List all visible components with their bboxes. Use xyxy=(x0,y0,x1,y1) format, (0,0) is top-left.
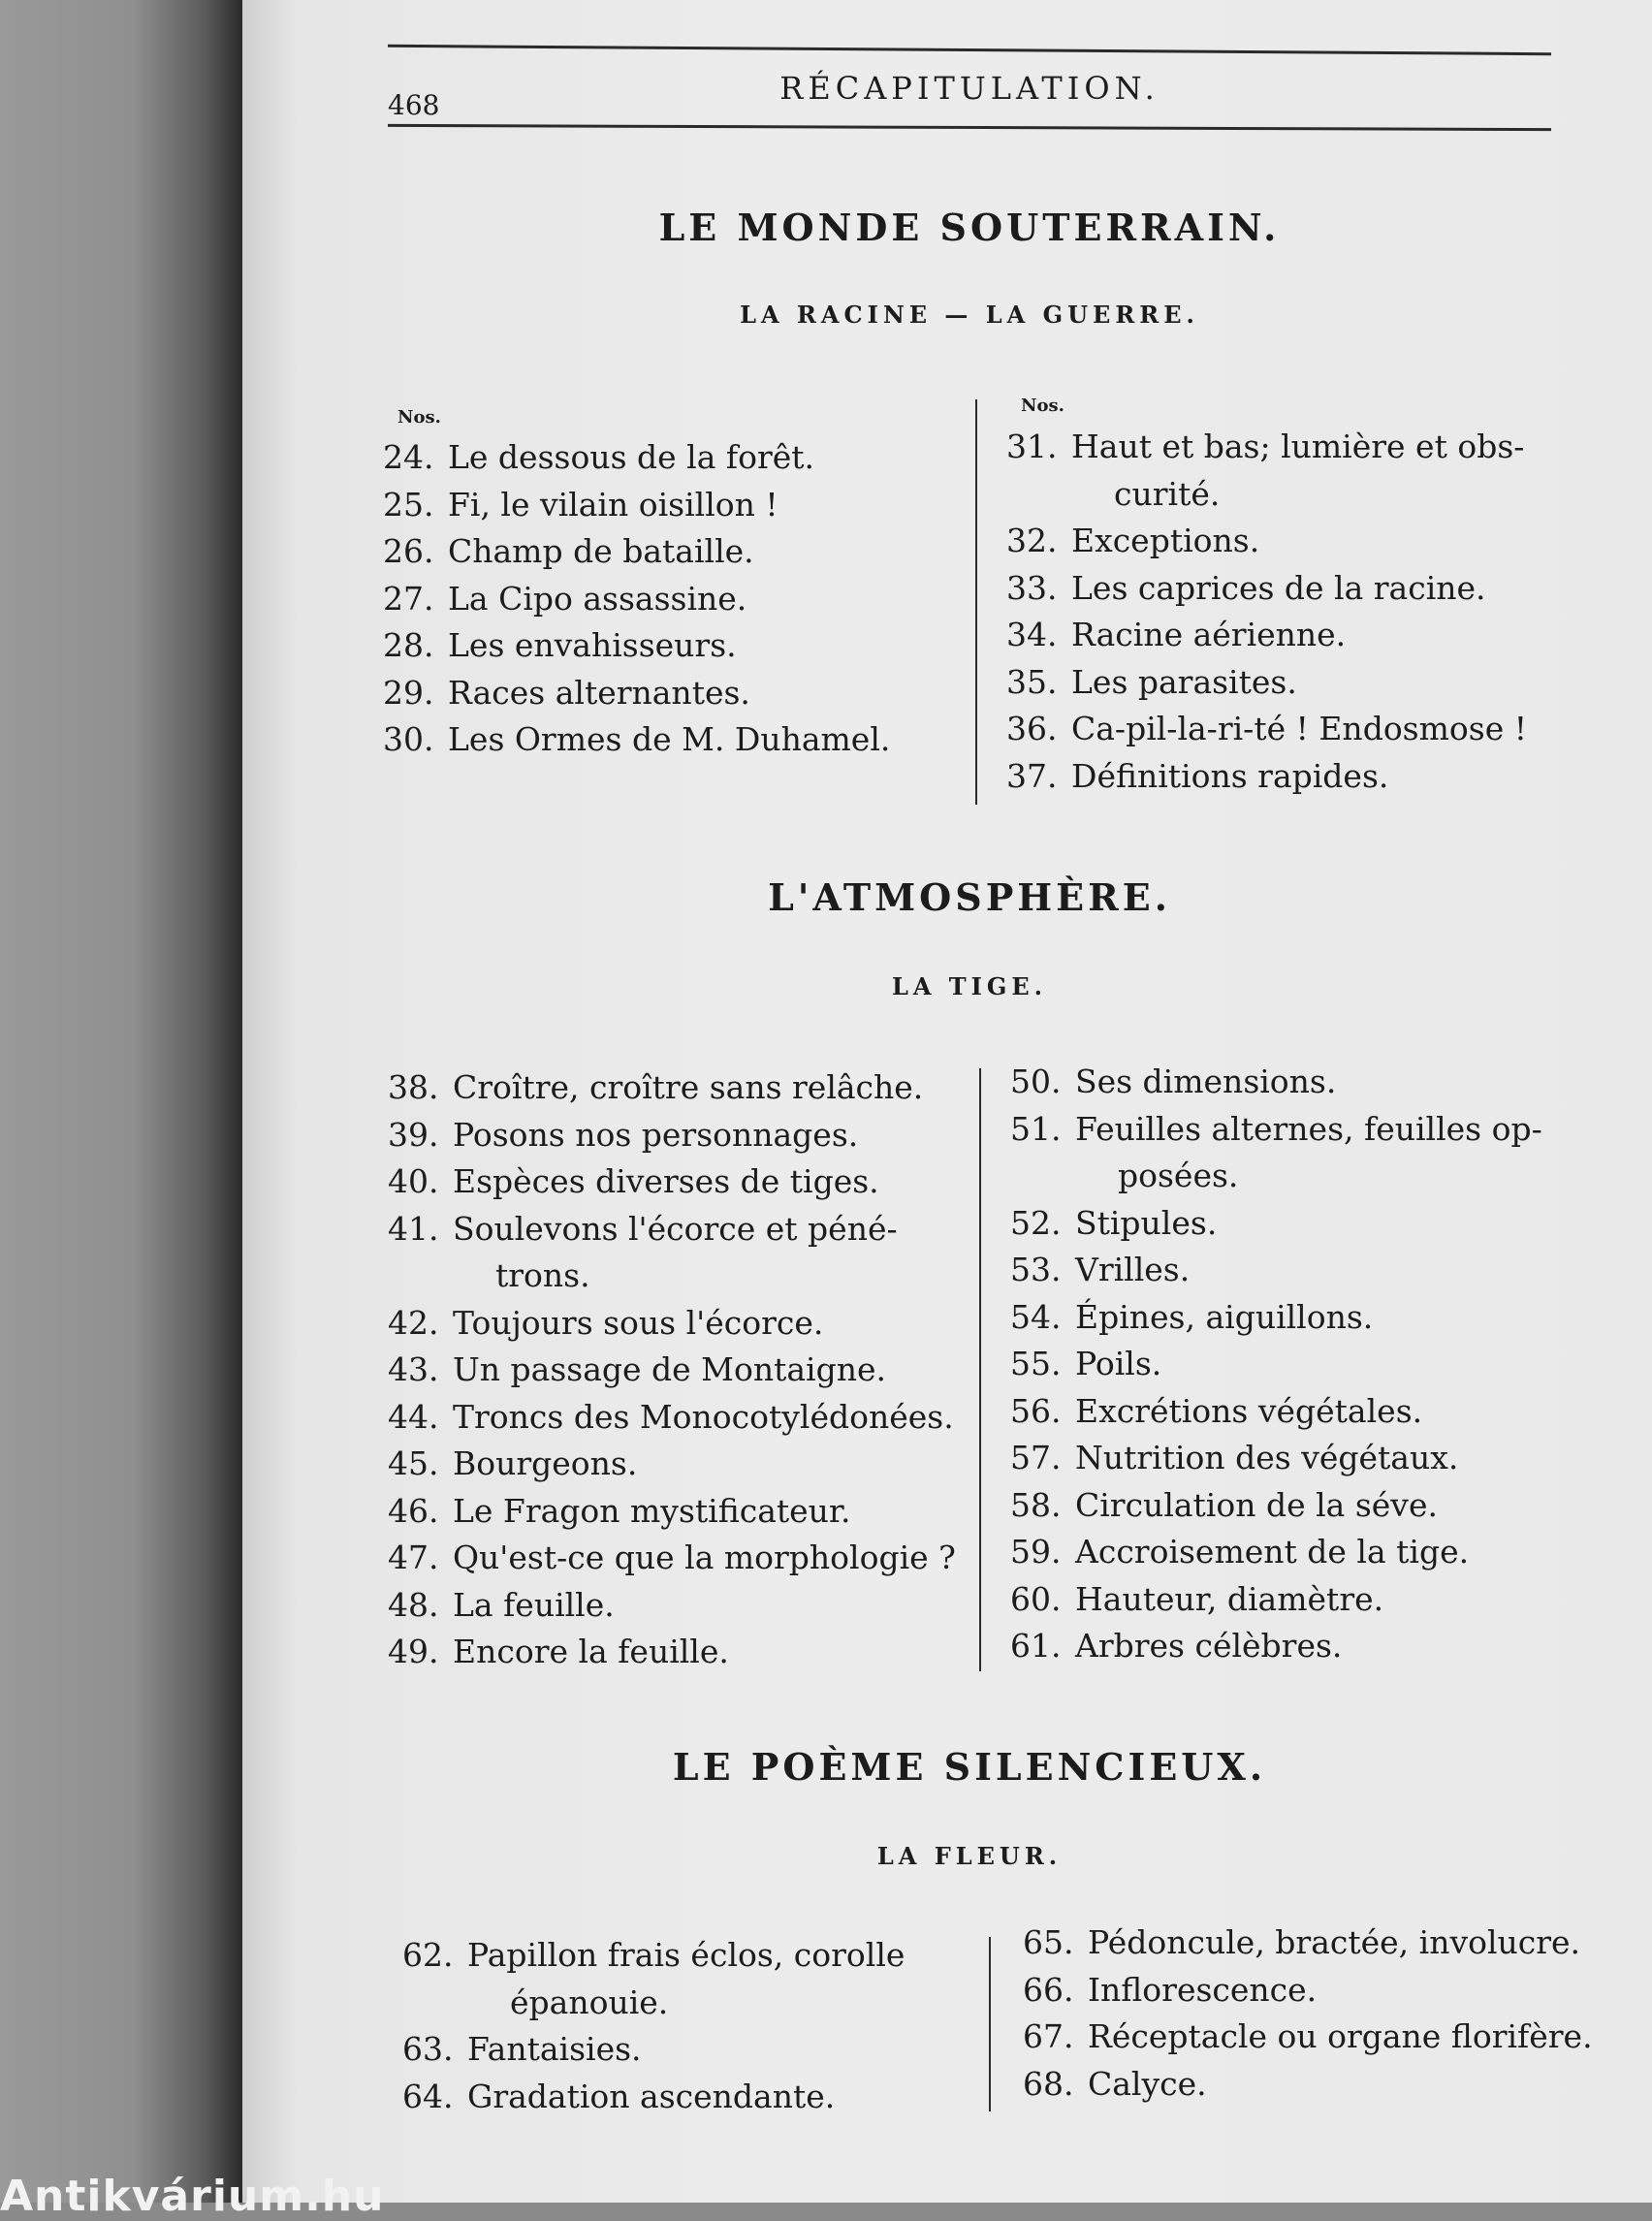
toc-entry xyxy=(1010,1059,1592,1106)
entry-number: 60. xyxy=(1010,1579,1062,1618)
toc-column-right xyxy=(1006,424,1588,800)
entry-title-text: Fi, le vilain oisillon ! xyxy=(448,485,778,524)
toc-entry xyxy=(1010,1247,1592,1294)
toc-entry xyxy=(1006,753,1588,801)
entry-title-text: Les caprices de la racine. xyxy=(1071,568,1486,607)
entry-number: 61. xyxy=(1010,1627,1062,1665)
toc-entry xyxy=(1006,565,1588,613)
entry-number: 59. xyxy=(1010,1533,1062,1571)
toc-entry xyxy=(388,1300,969,1348)
entry-title-text: Croître, croître sans relâche. xyxy=(453,1068,924,1106)
toc-entry xyxy=(402,2026,974,2074)
entry-title-text: La feuille. xyxy=(453,1585,615,1624)
entry-number: 25. xyxy=(383,485,434,524)
entry-title xyxy=(1088,1967,1604,2015)
entry-title xyxy=(453,1347,969,1394)
entry-number: 26. xyxy=(383,532,434,570)
watermark-text: Antikvárium.hu xyxy=(0,2172,385,2221)
entry-title xyxy=(467,1932,974,2026)
entry-number: 65. xyxy=(1023,1923,1074,1961)
toc-entry xyxy=(1010,1341,1592,1388)
entry-title xyxy=(1075,1576,1592,1624)
section-subtitle: LA RACINE — LA GUERRE. xyxy=(740,301,1199,329)
entry-number: 47. xyxy=(388,1539,439,1576)
entry-title-text: Toujours sous l'écorce. xyxy=(453,1303,824,1342)
entry-title-text: Excrétions végétales. xyxy=(1075,1391,1423,1430)
entry-title-text: Accroisement de la tige. xyxy=(1075,1533,1470,1571)
entry-title xyxy=(448,576,965,623)
entry-title xyxy=(448,716,965,764)
entry-number: 46. xyxy=(388,1491,439,1530)
toc-entry xyxy=(1010,1294,1592,1342)
entry-number: 39. xyxy=(388,1115,439,1154)
toc-column-right xyxy=(1023,1920,1604,2108)
entry-title xyxy=(1088,2014,1604,2061)
entry-title xyxy=(448,622,965,670)
entry-number: 63. xyxy=(402,2030,454,2068)
toc-entry xyxy=(1010,1482,1592,1530)
entry-title-text: Nutrition des végétaux. xyxy=(1075,1439,1459,1476)
entry-title-text: Bourgeons. xyxy=(453,1444,638,1482)
entry-title-text: Le Fragon mystificateur. xyxy=(453,1491,851,1530)
entry-number: 29. xyxy=(383,673,434,712)
entry-title xyxy=(453,1394,969,1442)
entry-title xyxy=(453,1629,969,1676)
toc-entry xyxy=(388,1394,969,1442)
toc-entry xyxy=(1023,1920,1604,1967)
entry-number: 24. xyxy=(383,438,434,476)
entry-title xyxy=(1071,753,1588,801)
entry-title-text: Ca-pil-la-ri-té ! Endosmose ! xyxy=(1071,710,1527,747)
entry-title-text: Espèces diverses de tiges. xyxy=(453,1162,879,1200)
entry-title-text: Soulevons l'écorce et péné- xyxy=(453,1209,898,1248)
entry-title xyxy=(1088,1920,1604,1967)
toc-entry xyxy=(383,482,965,529)
toc-entry xyxy=(1010,1435,1592,1482)
toc-entry xyxy=(1010,1623,1592,1670)
entry-number: 68. xyxy=(1023,2064,1074,2103)
toc-entry xyxy=(402,2074,974,2121)
entry-title xyxy=(448,528,965,576)
entry-number: 50. xyxy=(1010,1063,1062,1100)
toc-column-left xyxy=(402,1932,974,2120)
entry-number: 40. xyxy=(388,1162,439,1200)
entry-title xyxy=(1075,1623,1592,1670)
running-head: RÉCAPITULATION. xyxy=(779,70,1160,107)
entry-title-text: Circulation de la séve. xyxy=(1075,1485,1438,1524)
entry-number: 44. xyxy=(388,1397,439,1436)
column-divider xyxy=(975,399,977,805)
toc-entry xyxy=(388,1629,969,1676)
entry-title-text: Les parasites. xyxy=(1071,662,1297,701)
entry-title-text: Les envahisseurs. xyxy=(448,626,737,664)
entry-title-text: Posons nos personnages. xyxy=(453,1115,859,1154)
toc-entry xyxy=(388,1488,969,1536)
toc-entry xyxy=(1010,1106,1592,1200)
entry-title xyxy=(467,2026,974,2074)
entry-number: 34. xyxy=(1006,616,1058,653)
toc-entry xyxy=(1010,1200,1592,1248)
entry-number: 35. xyxy=(1006,662,1058,701)
toc-entry xyxy=(383,434,965,482)
section-title: LE POÈME SILENCIEUX. xyxy=(672,1745,1267,1789)
entry-number: 62. xyxy=(402,1936,454,1974)
entry-title xyxy=(453,1582,969,1630)
entry-title xyxy=(1071,565,1588,613)
entry-title-text: Races alternantes. xyxy=(448,673,750,712)
entry-number: 66. xyxy=(1023,1970,1074,2009)
entry-title-text: Feuilles alternes, feuilles op- xyxy=(1075,1109,1542,1148)
toc-entry xyxy=(1006,518,1588,565)
entry-title-text: Qu'est-ce que la morphologie ? xyxy=(453,1539,956,1576)
entry-number: 30. xyxy=(383,720,434,758)
toc-entry xyxy=(388,1535,969,1582)
entry-title-text: Arbres célèbres. xyxy=(1075,1627,1343,1665)
entry-title-text: Épines, aiguillons. xyxy=(1075,1297,1374,1336)
entry-title-text: Troncs des Monocotylédonées. xyxy=(453,1397,954,1436)
entry-title xyxy=(1075,1388,1592,1436)
toc-entry xyxy=(1010,1388,1592,1436)
entry-title xyxy=(453,1158,969,1206)
entry-title xyxy=(453,1112,969,1159)
entry-number: 28. xyxy=(383,626,434,664)
entry-title-text: Racine aérienne. xyxy=(1071,616,1347,653)
entry-title xyxy=(1071,612,1588,659)
toc-column-right xyxy=(1010,1059,1592,1670)
toc-entry xyxy=(1023,1967,1604,2015)
section-title: L'ATMOSPHÈRE. xyxy=(768,875,1171,919)
entry-number: 56. xyxy=(1010,1391,1062,1430)
toc-entry xyxy=(388,1158,969,1206)
toc-entry xyxy=(388,1206,969,1300)
section-subtitle: LA FLEUR. xyxy=(876,1842,1063,1870)
entry-title-text: Fantaisies. xyxy=(467,2030,642,2068)
entry-title xyxy=(1075,1247,1592,1294)
toc-entry xyxy=(383,716,965,764)
entry-title-text: Exceptions. xyxy=(1071,522,1260,559)
entry-title xyxy=(1075,1435,1592,1482)
entry-title xyxy=(1075,1482,1592,1530)
entry-title-continuation: posées. xyxy=(1118,1157,1239,1194)
entry-title xyxy=(1071,706,1588,753)
toc-entry xyxy=(388,1347,969,1394)
entry-number: 32. xyxy=(1006,522,1058,559)
toc-entry xyxy=(1023,2061,1604,2109)
entry-title xyxy=(1075,1200,1592,1248)
toc-entry xyxy=(1010,1576,1592,1624)
entry-number: 33. xyxy=(1006,568,1058,607)
toc-entry xyxy=(383,670,965,717)
entry-title xyxy=(1075,1529,1592,1576)
entry-title-text: Hauteur, diamètre. xyxy=(1075,1579,1384,1618)
entry-number: 54. xyxy=(1010,1297,1062,1336)
toc-entry xyxy=(383,622,965,670)
entry-number: 38. xyxy=(388,1068,439,1106)
section-subtitle: LA TIGE. xyxy=(891,972,1048,1000)
entry-title-text: Calyce. xyxy=(1088,2064,1207,2103)
toc-entry xyxy=(383,528,965,576)
entry-title-continuation: trons. xyxy=(495,1256,590,1294)
toc-entry xyxy=(383,576,965,623)
entry-number: 55. xyxy=(1010,1345,1062,1382)
numbers-label-left: Nos. xyxy=(397,407,441,428)
entry-title xyxy=(453,1488,969,1536)
entry-title-text: Réceptacle ou organe florifère. xyxy=(1088,2017,1593,2055)
entry-title xyxy=(1071,659,1588,707)
entry-title-text: Stipules. xyxy=(1075,1203,1218,1242)
entry-title xyxy=(1075,1059,1592,1106)
toc-entry xyxy=(1010,1529,1592,1576)
toc-column-left xyxy=(383,434,965,764)
entry-title-text: Le dessous de la forêt. xyxy=(448,438,815,476)
entry-title-text: Gradation ascendante. xyxy=(467,2077,836,2115)
entry-number: 27. xyxy=(383,579,434,618)
entry-number: 41. xyxy=(388,1209,439,1248)
entry-title-text: Les Ormes de M. Duhamel. xyxy=(448,720,891,758)
toc-entry xyxy=(388,1112,969,1159)
entry-title-continuation: curité. xyxy=(1114,474,1221,513)
entry-title-text: Définitions rapides. xyxy=(1071,756,1389,795)
entry-title xyxy=(1075,1294,1592,1342)
entry-title-text: Vrilles. xyxy=(1075,1251,1191,1288)
entry-title xyxy=(1071,518,1588,565)
entry-number: 52. xyxy=(1010,1203,1062,1242)
entry-title xyxy=(453,1064,969,1112)
toc-entry xyxy=(388,1064,969,1112)
entry-title-text: Encore la feuille. xyxy=(453,1633,729,1670)
entry-title xyxy=(453,1300,969,1348)
entry-title xyxy=(1088,2061,1604,2109)
entry-number: 57. xyxy=(1010,1439,1062,1476)
entry-number: 53. xyxy=(1010,1251,1062,1288)
entry-title-continuation: épanouie. xyxy=(510,1983,669,2021)
entry-number: 36. xyxy=(1006,710,1058,747)
toc-entry xyxy=(1006,424,1588,518)
entry-number: 67. xyxy=(1023,2017,1074,2055)
entry-title xyxy=(448,434,965,482)
entry-number: 45. xyxy=(388,1444,439,1482)
toc-entry xyxy=(388,1582,969,1630)
entry-number: 51. xyxy=(1010,1109,1062,1148)
entry-title-text: Inflorescence. xyxy=(1088,1970,1318,2009)
toc-entry xyxy=(1023,2014,1604,2061)
column-divider xyxy=(989,1937,991,2111)
toc-entry xyxy=(388,1441,969,1488)
toc-entry xyxy=(402,1932,974,2026)
entry-title-text: Poils. xyxy=(1075,1345,1162,1382)
entry-title-text: Pédoncule, bractée, involucre. xyxy=(1088,1923,1581,1961)
entry-number: 64. xyxy=(402,2077,454,2115)
entry-number: 48. xyxy=(388,1585,439,1624)
page-number: 468 xyxy=(388,89,440,121)
entry-number: 31. xyxy=(1006,428,1058,465)
section-title: LE MONDE SOUTERRAIN. xyxy=(658,206,1281,249)
entry-title-text: Ses dimensions. xyxy=(1075,1063,1337,1100)
entry-number: 37. xyxy=(1006,756,1058,795)
entry-title xyxy=(1071,424,1588,518)
entry-title-text: La Cipo assassine. xyxy=(448,579,747,618)
entry-title xyxy=(1075,1341,1592,1388)
entry-number: 43. xyxy=(388,1350,439,1388)
entry-title-text: Papillon frais éclos, corolle xyxy=(467,1936,905,1974)
entry-title xyxy=(453,1441,969,1488)
entry-title xyxy=(448,482,965,529)
entry-number: 42. xyxy=(388,1303,439,1342)
entry-title-text: Champ de bataille. xyxy=(448,532,754,570)
toc-entry xyxy=(1006,659,1588,707)
entry-title xyxy=(453,1535,969,1582)
book-spine xyxy=(0,0,242,2203)
entry-title xyxy=(1075,1106,1592,1200)
toc-entry xyxy=(1006,706,1588,753)
toc-entry xyxy=(1006,612,1588,659)
entry-title xyxy=(453,1206,969,1300)
toc-column-left xyxy=(388,1064,969,1676)
entry-title-text: Un passage de Montaigne. xyxy=(453,1350,886,1388)
column-divider xyxy=(979,1068,981,1671)
entry-number: 49. xyxy=(388,1633,439,1670)
entry-title-text: Haut et bas; lumière et obs- xyxy=(1071,428,1525,465)
entry-number: 58. xyxy=(1010,1485,1062,1524)
entry-title xyxy=(467,2074,974,2121)
entry-title xyxy=(448,670,965,717)
numbers-label-right: Nos. xyxy=(1021,396,1064,416)
